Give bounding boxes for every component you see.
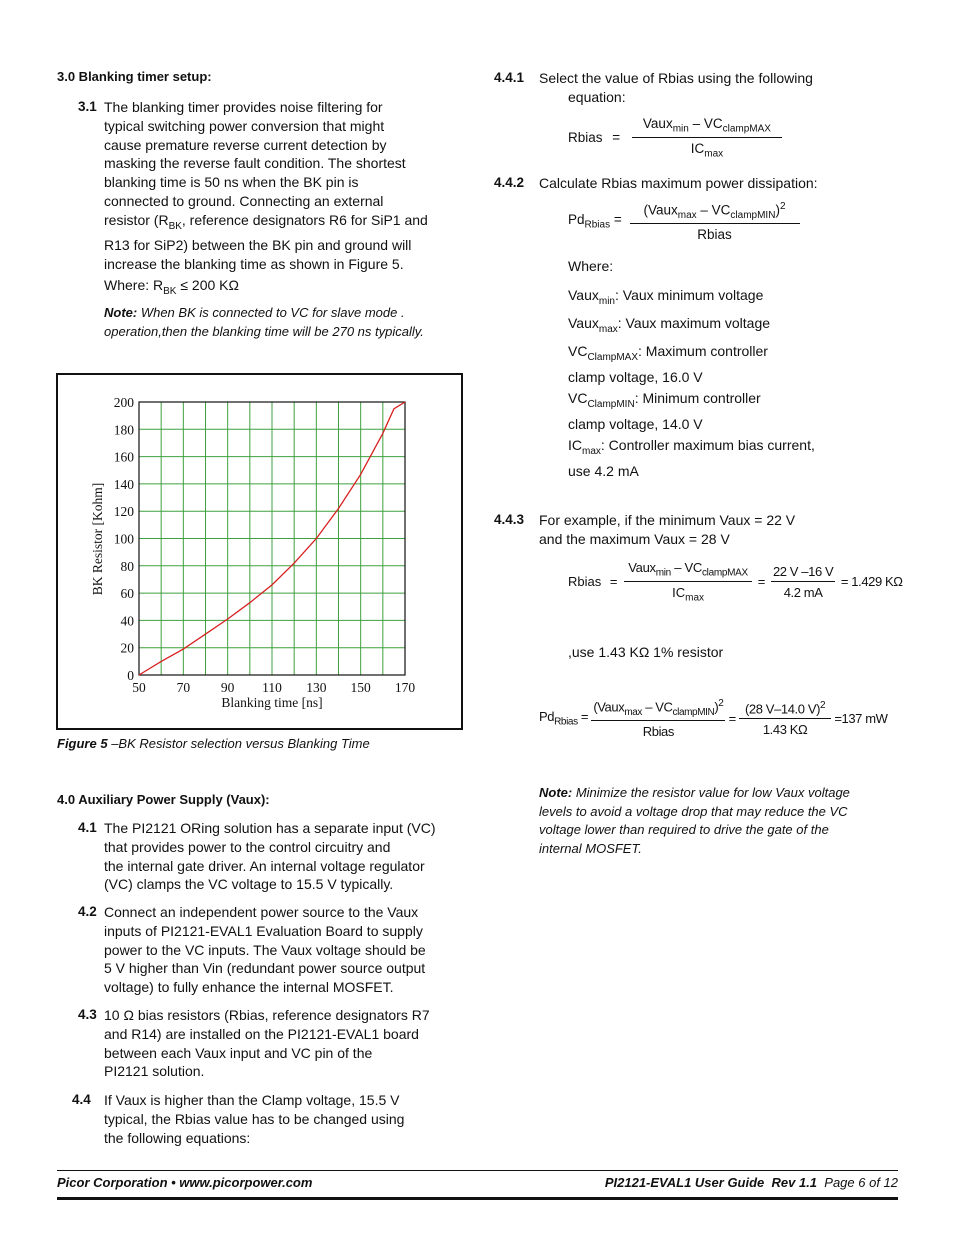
- s31-line: cause premature reverse current detection by: [104, 136, 387, 153]
- note-line: levels to avoid a voltage drop that may reduce the VC: [539, 803, 848, 819]
- def-part: : Vaux minimum voltage: [615, 287, 764, 303]
- y-tick-label: 140: [113, 476, 134, 492]
- equation-rbias-example: [568, 560, 903, 603]
- eq4-part: ): [714, 699, 719, 715]
- s443-line: For example, if the minimum Vaux = 22 V: [539, 512, 796, 528]
- s31-sub: BK: [168, 220, 182, 232]
- section-4-1-number: 4.1: [78, 820, 97, 835]
- eq1-lhs: Rbias: [568, 130, 603, 146]
- eq4-numerator: [591, 698, 725, 721]
- definition-vaux-max: [568, 314, 770, 340]
- x-tick-label: 90: [220, 680, 235, 695]
- x-tick-label: 110: [262, 680, 282, 695]
- note-line: internal MOSFET.: [539, 840, 642, 856]
- note-text: When BK is connected to VC for slave mode .: [137, 305, 405, 320]
- s42-line: power to the VC inputs. The Vaux voltage should be: [104, 941, 426, 958]
- s31-line: typical switching power conversion that might: [104, 117, 385, 134]
- def-line: [568, 389, 761, 415]
- s42-line: voltage) to fully enhance the internal MOSFET.: [104, 979, 394, 996]
- eq3-part: – VC: [670, 560, 702, 575]
- section-4-3-number: 4.3: [78, 1007, 97, 1022]
- definition-vc-clamp-min: [568, 389, 761, 433]
- def-part: IC: [568, 437, 582, 453]
- section-4-4-2-line1: Calculate Rbias maximum power dissipation:: [539, 175, 818, 191]
- eq4-sub: max: [624, 706, 643, 718]
- s42-line: inputs of PI2121-EVAL1 Evaluation Board to supply: [104, 922, 423, 939]
- y-tick-label: 80: [120, 558, 134, 574]
- eq1-part: IC: [690, 140, 705, 156]
- def-part: Vaux: [568, 315, 599, 331]
- def-part: : Minimum controller: [634, 390, 761, 406]
- eq2-sub: Rbias: [584, 219, 611, 231]
- eq4-sub: clampMIN: [672, 706, 715, 718]
- section-4-2-number: 4.2: [78, 904, 97, 919]
- note-text: Minimize the resistor value for low Vaux voltage: [572, 785, 850, 800]
- eq4-fraction-1: [591, 698, 725, 739]
- eq1-numerator: [632, 116, 782, 138]
- s31-text: , reference designators R6 for SiP1 and: [181, 211, 428, 228]
- s41-line: (VC) clamps the VC voltage to 15.5 V typically.: [104, 876, 394, 893]
- s44-line: the following equations:: [104, 1129, 251, 1146]
- s43-line: 10 Ω bias resistors (Rbias, reference designators R7: [104, 1007, 430, 1023]
- y-tick-label: 0: [127, 668, 134, 683]
- s31-line: masking the reverse fault condition. The shortest: [104, 155, 406, 172]
- section-4-4-3-text: [539, 511, 795, 549]
- y-tick-label: 180: [113, 422, 134, 438]
- section-3-1-text: [104, 98, 464, 274]
- section-4-4-number: 4.4: [72, 1092, 91, 1107]
- eq2-equals: =: [610, 212, 622, 228]
- footer-rule-bottom: [57, 1197, 898, 1200]
- section-4-4-1-number: 4.4.1: [494, 70, 525, 85]
- eq1-part: Vaux: [642, 116, 673, 131]
- section-4-4-1-line1: Select the value of Rbias using the following: [539, 70, 813, 86]
- eq4-denominator: Rbias: [642, 723, 674, 739]
- note-rbias: [539, 784, 889, 858]
- section-3-1-number: 3.1: [78, 99, 97, 114]
- eq4-fraction-2: [739, 700, 831, 737]
- eq1-part: – VC: [688, 116, 723, 131]
- def-line: clamp voltage, 16.0 V: [568, 368, 703, 385]
- y-tick-label: 120: [113, 504, 134, 520]
- use-resistor-line: ,use 1.43 KΩ 1% resistor: [568, 644, 724, 660]
- s41-line: that provides power to the control circuitry and: [104, 838, 391, 855]
- s31-line: blanking time is 50 ns when the BK pin is: [104, 174, 359, 191]
- note-label: Note:: [539, 785, 573, 800]
- def-part: VC: [568, 390, 588, 406]
- eq4-sup: 2: [718, 698, 724, 709]
- note-line: [539, 784, 889, 803]
- eq2-fraction: [630, 201, 800, 242]
- caption-label: Figure 5: [57, 736, 108, 751]
- y-axis-label: BK Resistor [Kohm]: [90, 482, 105, 596]
- eq4-equals: =: [577, 709, 589, 725]
- s42-line: Connect an independent power source to the Vaux: [104, 904, 419, 920]
- def-line: use 4.2 mA: [568, 462, 639, 479]
- y-tick-label: 100: [113, 531, 134, 547]
- eq3-denominator: [624, 582, 752, 604]
- note-line: voltage lower than required to drive the gate of the: [539, 822, 829, 837]
- eq1-fraction: [632, 116, 782, 159]
- def-sub: ClampMAX: [587, 351, 639, 363]
- eq3-lhs: Rbias: [568, 574, 602, 590]
- eq1-equals: =: [612, 130, 621, 146]
- def-part: : Vaux maximum voltage: [617, 315, 771, 331]
- eq1-sub: min: [672, 123, 689, 135]
- section-4-2-text: [104, 903, 469, 997]
- eq2-sub: clampMIN: [730, 210, 776, 222]
- x-tick-label: 130: [306, 680, 327, 695]
- def-part: Vaux: [568, 287, 599, 303]
- s31-text: resistor (R: [104, 211, 169, 228]
- def-sub: max: [582, 445, 601, 457]
- caption-text: –BK Resistor selection versus Blanking Time: [107, 736, 370, 751]
- y-tick-label: 160: [113, 449, 134, 465]
- note-line: [104, 304, 464, 323]
- eq3-equals: =: [609, 574, 618, 590]
- s43-line: and R14) are installed on the PI2121-EVAL1 board: [104, 1025, 419, 1042]
- def-part: : Maximum controller: [638, 343, 768, 359]
- def-line: [568, 342, 768, 368]
- eq3-sub: max: [685, 592, 705, 604]
- eq3-result: = 1.429 KΩ: [840, 574, 903, 590]
- x-axis-label: Blanking time [ns]: [221, 695, 323, 710]
- x-tick-label: 150: [350, 680, 371, 695]
- y-tick-label: 60: [120, 586, 134, 602]
- eq4-part: (28 V–14.0 V): [745, 701, 821, 717]
- eq4-numerator-2: [739, 700, 831, 719]
- def-sub: ClampMIN: [587, 398, 635, 410]
- bk-resistor-chart: [56, 373, 464, 731]
- def-sub: min: [598, 295, 615, 307]
- def-part: VC: [568, 343, 588, 359]
- where-text: Where: R: [104, 277, 164, 293]
- eq1-sub: clampMAX: [722, 123, 771, 135]
- where-text: ≤ 200 KΩ: [176, 277, 239, 293]
- note-label: Note:: [104, 305, 138, 320]
- x-tick-label: 70: [176, 680, 191, 695]
- def-line: clamp voltage, 14.0 V: [568, 415, 703, 432]
- footer-company: Picor Corporation • www.picorpower.com: [57, 1175, 313, 1190]
- eq3-denominator-2: 4.2 mA: [783, 584, 823, 600]
- footer-guide: PI2121-EVAL1 User Guide Rev 1.1: [604, 1175, 818, 1190]
- eq4-part: – VC: [642, 699, 673, 715]
- s43-line: PI2121 solution.: [104, 1063, 205, 1080]
- eq4-denominator-2: 1.43 KΩ: [762, 722, 808, 738]
- section-4-1-text: [104, 819, 469, 894]
- section-4-4-3-number: 4.4.3: [494, 512, 525, 527]
- eq3-equals-2: =: [757, 574, 766, 590]
- section-4-4-2-number: 4.4.2: [494, 175, 525, 190]
- s31-line: increase the blanking time as shown in Figure 5.: [104, 256, 404, 273]
- definition-ic-max: [568, 436, 815, 480]
- eq2-part: – VC: [696, 202, 731, 218]
- section-4-3-text: [104, 1006, 469, 1081]
- s41-line: The PI2121 ORing solution has a separate input (VC): [104, 820, 436, 836]
- s31-line: The blanking timer provides noise filtering for: [104, 99, 383, 115]
- eq3-part: Vaux: [628, 560, 656, 575]
- section-3-heading: 3.0 Blanking timer setup:: [57, 69, 212, 84]
- eq2-numerator: [630, 201, 800, 224]
- footer-page: Page 6 of 12: [817, 1175, 898, 1190]
- eq3-part: IC: [672, 584, 686, 600]
- s44-line: If Vaux is higher than the Clamp voltage, 15.5 V: [104, 1092, 400, 1108]
- eq2-part: (Vaux: [643, 202, 678, 218]
- eq1-sub: max: [704, 148, 724, 160]
- definition-vaux-min: [568, 286, 763, 312]
- y-tick-label: 200: [113, 395, 134, 410]
- eq3-sub: clampMAX: [701, 567, 748, 579]
- eq4-part: Pd: [539, 709, 555, 725]
- section-4-4-1-line2: equation:: [568, 89, 626, 105]
- eq4-lhs: [539, 709, 588, 728]
- eq2-sub: max: [677, 210, 697, 222]
- s44-line: typical, the Rbias value has to be changed using: [104, 1110, 405, 1127]
- x-tick-label: 50: [132, 680, 146, 695]
- figure-caption: [57, 735, 370, 754]
- eq2-lhs: [568, 212, 622, 231]
- eq4-part: (Vaux: [593, 699, 625, 715]
- eq4-equals-2: =: [728, 710, 736, 726]
- eq2-part: ): [775, 202, 780, 218]
- def-sub: max: [598, 323, 618, 335]
- equation-rbias: [568, 116, 782, 159]
- eq3-sub: min: [655, 567, 671, 579]
- eq2-sup: 2: [779, 201, 786, 212]
- eq2-denominator: Rbias: [697, 227, 732, 243]
- footer-doc-info: [605, 1175, 898, 1190]
- eq3-fraction-2: [771, 564, 835, 600]
- where-label: Where:: [568, 258, 614, 274]
- eq1-denominator: [632, 138, 782, 160]
- s43-line: between each Vaux input and VC pin of the: [104, 1044, 373, 1061]
- x-tick-label: 170: [394, 680, 416, 695]
- equation-pd-rbias: [568, 201, 800, 242]
- eq4-result: =137 mW: [834, 710, 888, 726]
- where-rbk: [104, 276, 239, 302]
- eq4-sub: Rbias: [554, 716, 578, 728]
- equation-pd-example: [539, 698, 888, 739]
- note-line: operation,then the blanking time will be 270 ns typically.: [104, 323, 424, 339]
- section-4-heading: 4.0 Auxiliary Power Supply (Vaux):: [57, 792, 270, 807]
- s42-line: 5 V higher than Vin (redundant power source output: [104, 960, 426, 977]
- s31-line: [104, 211, 464, 237]
- def-line: [568, 436, 815, 462]
- y-tick-label: 20: [120, 640, 134, 656]
- eq2-part: Pd: [568, 212, 585, 228]
- y-tick-label: 40: [120, 613, 134, 629]
- s41-line: the internal gate driver. An internal voltage regulator: [104, 857, 425, 874]
- eq4-sup: 2: [820, 699, 826, 711]
- s31-line: R13 for SiP2) between the BK pin and ground will: [104, 237, 412, 254]
- where-sub: BK: [163, 285, 177, 297]
- note-blanking: [104, 304, 464, 341]
- footer-rule-top: [57, 1170, 898, 1171]
- def-part: : Controller maximum bias current,: [600, 437, 815, 453]
- eq3-numerator-2: 22 V –16 V: [771, 564, 835, 582]
- eq3-fraction-1: [624, 560, 752, 603]
- eq3-numerator: [624, 560, 752, 582]
- s443-line: and the maximum Vaux = 28 V: [539, 530, 730, 547]
- definition-vc-clamp-max: [568, 342, 768, 386]
- section-4-4-text: [104, 1091, 469, 1147]
- s31-line: connected to ground. Connecting an external: [104, 192, 384, 209]
